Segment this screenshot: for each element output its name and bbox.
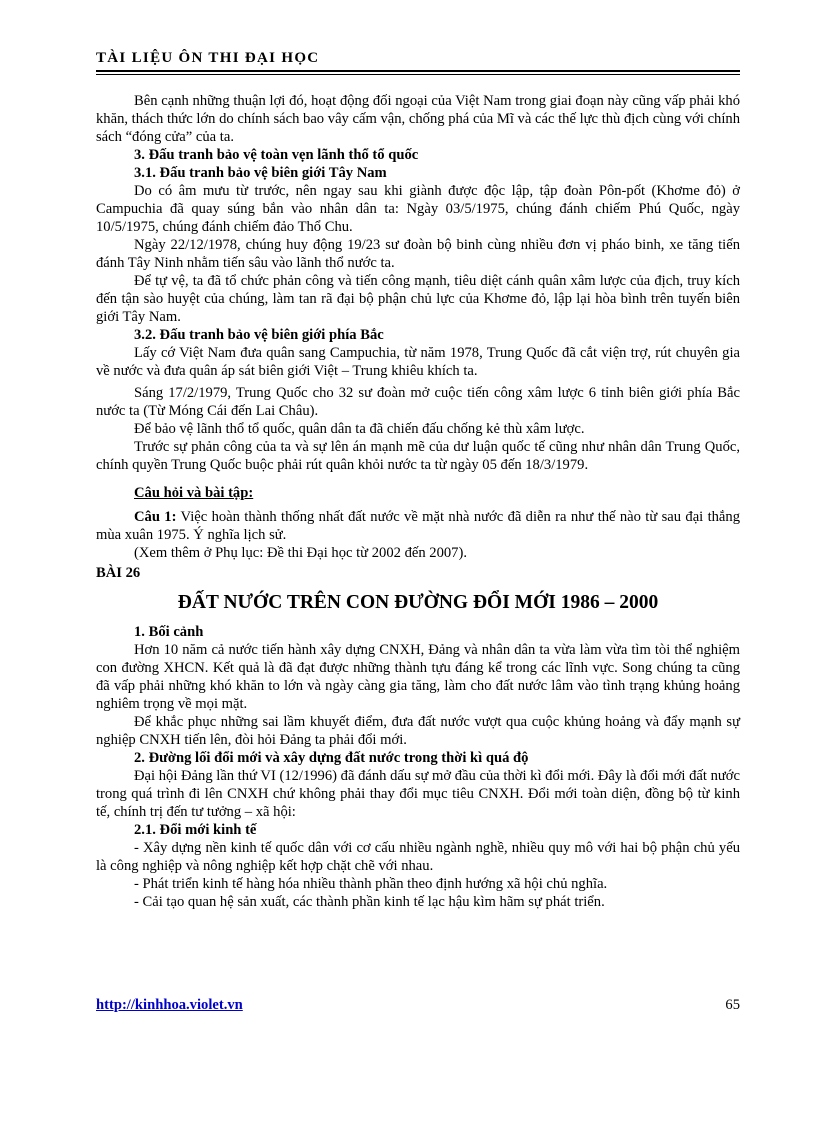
paragraph: Ngày 22/12/1978, chúng huy động 19/23 sư đoàn bộ binh cùng nhiều đơn vị pháo binh, xe tăng tiến đánh Tây Ninh nhằm tiến sâu vào lãnh thổ nước ta. (96, 237, 740, 271)
paragraph: Đại hội Đảng lần thứ VI (12/1996) đã đánh dấu sự mở đầu của thời kì đổi mới. Đây là đổi mới đất nước trong quá trình đi lên CNXH chứ không phải thay đổi mục tiêu CNXH. Đổi mới toàn diện, đồng bộ từ kinh tế, chính trị đến tư tưởng – xã hội: (96, 768, 740, 820)
questions-heading: Câu hỏi và bài tập: (134, 485, 254, 501)
paragraph: Để tự vệ, ta đã tổ chức phản công và tiến công mạnh, tiêu diệt cánh quân xâm lược của địch, truy kích đến tận sào huyệt của chúng, làm tan rã đại bộ phận chủ lực của Khơme đỏ, lập lại hòa bình trên tuyến biên giới Tây Nam. (96, 273, 740, 325)
paragraph: Lấy cớ Việt Nam đưa quân sang Campuchia, từ năm 1978, Trung Quốc đã cắt viện trợ, rút chuyên gia về nước và đưa quân áp sát biên giới Việt – Trung khiêu khích ta. (96, 345, 740, 379)
question-text: Việc hoàn thành thống nhất đất nước về mặt nhà nước đã diễn ra như thế nào từ sau đại thắng mùa xuân 1975. Ý nghĩa lịch sử. (96, 509, 740, 543)
section-heading: 1. Bối cảnh (134, 624, 204, 640)
question-label: Câu 1: (134, 509, 177, 525)
paragraph: Để bảo vệ lãnh thổ tổ quốc, quân dân ta đã chiến đấu chống kẻ thù xâm lược. (134, 421, 585, 437)
header-rule-bottom (96, 74, 740, 75)
lesson-number: BÀI 26 (96, 565, 141, 581)
subsection-heading: 2.1. Đổi mới kinh tế (134, 822, 257, 838)
section-heading: 2. Đường lối đổi mới và xây dựng đất nước trong thời kì quá độ (134, 750, 529, 766)
paragraph: - Xây dựng nền kinh tế quốc dân với cơ cấu nhiều ngành nghề, nhiều quy mô với hai bộ phận chủ yếu là công nghiệp và nông nghiệp kết hợp chặt chẽ với nhau. (96, 840, 740, 874)
paragraph: Hơn 10 năm cả nước tiến hành xây dựng CNXH, Đảng và nhân dân ta vừa làm vừa tìm tòi thể nghiệm con đường XHCN. Kết quả là đã đạt được những thành tựu đáng kể trong các lĩnh vực. Song chúng ta cũng đã vấp phải những khó khăn to lớn và ngày càng gia tăng, làm cho đất nước lâm vào tình trạng khủng hoảng nghiêm trọng về mọi mặt. (96, 642, 740, 712)
paragraph: Để khắc phục những sai lầm khuyết điểm, đưa đất nước vượt qua cuộc khủng hoảng và đẩy mạnh sự nghiệp CNXH tiến lên, đòi hỏi Đảng ta phải đổi mới. (96, 714, 740, 748)
paragraph: Do có âm mưu từ trước, nên ngay sau khi giành được độc lập, tập đoàn Pôn-pốt (Khơme đỏ) ở Campuchia đã quay súng bắn vào nhân dân ta: Ngày 03/5/1975, chúng đánh chiếm Phú Quốc, ngày 10/5/1975, chúng đánh chiếm đảo Thổ Chu. (96, 183, 740, 235)
header-rule-top (96, 70, 740, 72)
section-heading: 3. Đấu tranh bảo vệ toàn vẹn lãnh thổ tổ quốc (134, 147, 419, 163)
footer-link[interactable]: http://kinhhoa.violet.vn (96, 997, 243, 1013)
paragraph: - Cải tạo quan hệ sản xuất, các thành phần kinh tế lạc hậu kìm hãm sự phát triển. (134, 894, 605, 910)
paragraph: Sáng 17/2/1979, Trung Quốc cho 32 sư đoàn mở cuộc tiến công xâm lược 6 tỉnh biên giới phía Bắc nước ta (Từ Móng Cái đến Lai Châu). (96, 385, 740, 419)
page-footer (96, 997, 740, 1014)
document-body (96, 92, 740, 911)
paragraph: Trước sự phản công của ta và sự lên án mạnh mẽ của dư luận quốc tế cũng như nhân dân Trung Quốc, chính quyền Trung Quốc buộc phải rút quân khỏi nước ta từ ngày 05 đến 18/3/1979. (96, 439, 740, 473)
page-number: 65 (725, 997, 740, 1013)
lesson-title: ĐẤT NƯỚC TRÊN CON ĐƯỜNG ĐỔI MỚI 1986 – 2000 (177, 592, 659, 613)
question-1 (96, 508, 740, 544)
paragraph: Bên cạnh những thuận lợi đó, hoạt động đối ngoại của Việt Nam trong giai đoạn này cũng vấp phải khó khăn, thách thức lớn do chính sách bao vây cấm vận, chống phá của Mĩ và các thế lực thù địch cùng với chính sách “đóng cửa” của ta. (96, 93, 740, 145)
page-header-title: TÀI LIỆU ÔN THI ĐẠI HỌC (96, 50, 320, 66)
paragraph: - Phát triển kinh tế hàng hóa nhiều thành phần theo định hướng xã hội chủ nghĩa. (134, 876, 608, 892)
question-note: (Xem thêm ở Phụ lục: Đề thi Đại học từ 2002 đến 2007). (134, 545, 467, 561)
subsection-heading: 3.2. Đấu tranh bảo vệ biên giới phía Bắc (134, 327, 384, 343)
subsection-heading: 3.1. Đấu tranh bảo vệ biên giới Tây Nam (134, 165, 387, 181)
